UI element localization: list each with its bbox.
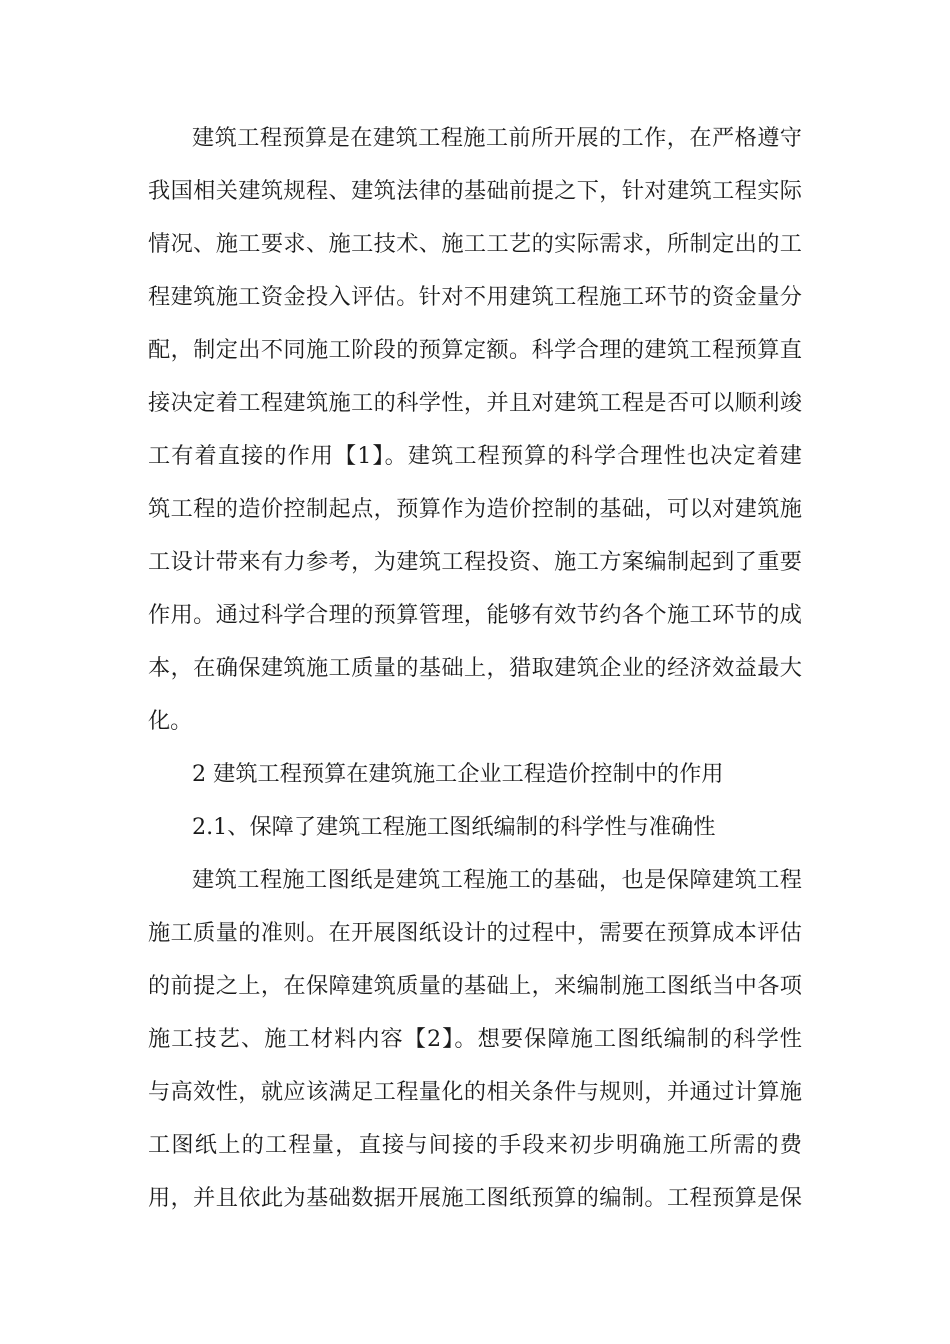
- text-line: 筑工程的造价控制起点，预算作为造价控制的基础，可以对建筑施: [148, 496, 802, 522]
- text-line: 工有着直接的作用【1】。建筑工程预算的科学合理性也决定着建: [148, 443, 802, 469]
- text-line: 配，制定出不同施工阶段的预算定额。科学合理的建筑工程预算直: [148, 337, 802, 363]
- text-line: 情况、施工要求、施工技术、施工工艺的实际需求，所制定出的工: [148, 231, 802, 257]
- text-line: 作用。通过科学合理的预算管理，能够有效节约各个施工环节的成: [148, 602, 802, 628]
- text-line: 工图纸上的工程量，直接与间接的手段来初步明确施工所需的费: [148, 1132, 802, 1158]
- text-line: 本，在确保建筑施工质量的基础上，猎取建筑企业的经济效益最大: [148, 655, 802, 681]
- section-heading: [148, 748, 802, 801]
- paragraph-intro: [148, 112, 802, 748]
- heading-line: 2 建筑工程预算在建筑施工企业工程造价控制中的作用: [192, 761, 724, 787]
- text-line: 建筑工程预算是在建筑工程施工前所开展的工作，在严格遵守: [192, 125, 802, 151]
- text-line: 的前提之上，在保障建筑质量的基础上，来编制施工图纸当中各项: [148, 973, 802, 999]
- text-line: 程建筑施工资金投入评估。针对不用建筑工程施工环节的资金量分: [148, 284, 802, 310]
- document-body: [148, 112, 802, 1225]
- text-line: 我国相关建筑规程、建筑法律的基础前提之下，针对建筑工程实际: [148, 178, 802, 204]
- text-line: 用，并且依此为基础数据开展施工图纸预算的编制。工程预算是保: [148, 1185, 802, 1211]
- subsection-heading: [148, 801, 802, 854]
- text-line: 与高效性，就应该满足工程量化的相关条件与规则，并通过计算施: [148, 1079, 802, 1105]
- text-line: 接决定着工程建筑施工的科学性，并且对建筑工程是否可以顺利竣: [148, 390, 802, 416]
- heading-line: 2.1、保障了建筑工程施工图纸编制的科学性与准确性: [192, 814, 716, 840]
- text-line: 施工质量的准则。在开展图纸设计的过程中，需要在预算成本评估: [148, 920, 802, 946]
- paragraph-drawings: [148, 854, 802, 1225]
- text-line: 施工技艺、施工材料内容【2】。想要保障施工图纸编制的科学性: [148, 1026, 802, 1052]
- text-line: 工设计带来有力参考，为建筑工程投资、施工方案编制起到了重要: [148, 549, 802, 575]
- text-line: 化。: [148, 708, 193, 734]
- text-line: 建筑工程施工图纸是建筑工程施工的基础，也是保障建筑工程: [192, 867, 802, 893]
